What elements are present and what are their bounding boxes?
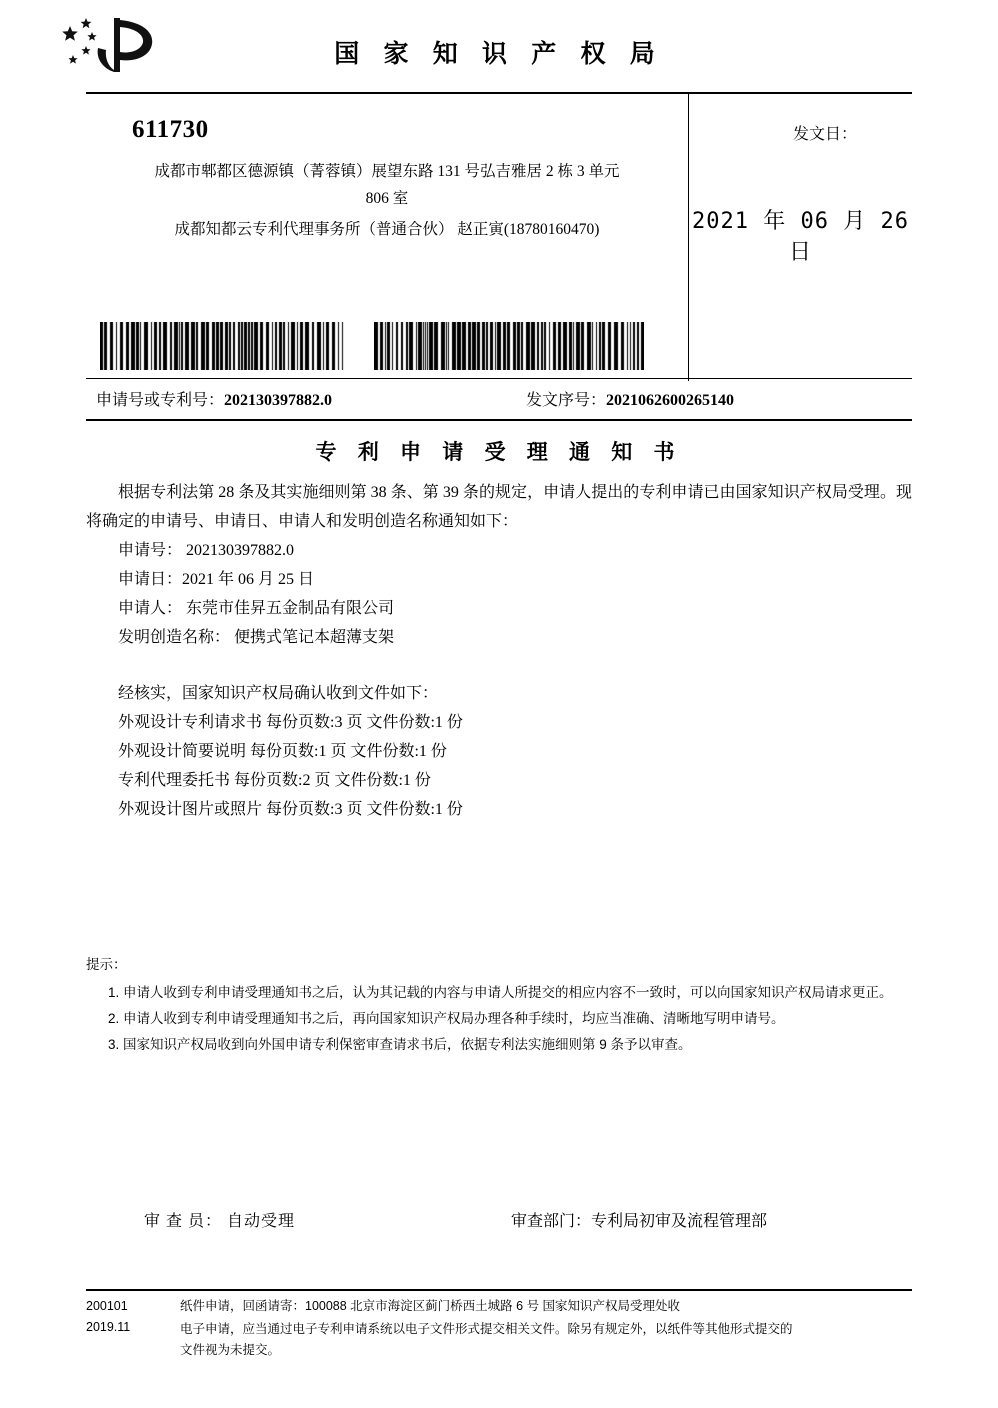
notice-title: 专 利 申 请 受 理 通 知 书 [315, 440, 683, 464]
issue-date-block [689, 94, 912, 381]
field-application-date: 申请日：2021 年 06 月 25 日 [118, 571, 315, 588]
application-number-label: 申请号或专利号： [96, 392, 225, 409]
footer-line-1: 纸件申请，回函请寄：100088 北京市海淀区蓟门桥西土城路 6 号 国家知识产权局受理处收 [180, 1299, 681, 1313]
department-value: 专利局初审及流程管理部 [591, 1213, 768, 1230]
serial-number [526, 387, 734, 410]
document-item: 外观设计图片或照片 每份页数:3 页 文件份数:1 份 [118, 801, 463, 818]
notice-body [86, 478, 912, 824]
issue-date-label: 发文日： [793, 126, 858, 143]
serial-number-value: 2021062600265140 [606, 392, 735, 409]
footer-text [180, 1296, 920, 1361]
barcode-icon [100, 322, 344, 370]
page-title: 国 家 知 识 产 权 局 [334, 41, 664, 68]
recipient-address-line-1: 成都市郫都区德源镇（菁蓉镇）展望东路 131 号弘吉雅居 2 栋 3 单元 [154, 163, 620, 180]
footer-code-1: 200101 [86, 1299, 128, 1313]
footer-line-2: 电子申请，应当通过电子专利申请系统以电子文件形式提交相关文件。除另有规定外，以纸件等其他形式提交的 [180, 1322, 793, 1336]
issue-date-value: 2021 年 06 月 26 日 [692, 209, 909, 265]
notice-paragraph: 根据专利法第 28 条及其实施细则第 38 条、第 39 条的规定，申请人提出的专利申请已由国家知识产权局受理。现将确定的申请号、申请日、申请人和发明创造名称通知如下： [86, 484, 912, 530]
note-item: 2. 申请人收到专利申请受理通知书之后，再向国家知识产权局办理各种手续时，均应当准确、清晰地写明申请号。 [108, 1011, 785, 1026]
examiner-field [144, 1208, 295, 1231]
numbers-row [86, 379, 912, 421]
recipient-agent-line: 成都知都云专利代理事务所（普通合伙） 赵正寅(18780160470) [174, 221, 600, 238]
documents-heading: 经核实，国家知识产权局确认收到文件如下： [118, 685, 439, 702]
field-application-number: 申请号： 202130397882.0 [118, 542, 295, 559]
serial-number-label: 发文序号： [526, 392, 607, 409]
footer-code-2: 2019.11 [86, 1320, 131, 1334]
examiner-label: 审 查 员： [144, 1213, 223, 1230]
note-item: 3. 国家知识产权局收到向外国申请专利保密审查请求书后，依据专利法实施细则第 9 条予以审查。 [108, 1037, 692, 1052]
recipient-box [86, 92, 912, 379]
department-field [511, 1208, 767, 1231]
note-item: 1. 申请人收到专利申请受理通知书之后，认为其记载的内容与申请人所提交的相应内容不一致时，可以向国家知识产权局请求更正。 [108, 985, 893, 1000]
spacer [86, 652, 912, 679]
footer-divider [86, 1289, 912, 1291]
recipient-block [86, 94, 688, 243]
recipient-address-line-2: 806 室 [365, 190, 409, 207]
field-invention-title: 发明创造名称： 便携式笔记本超薄支架 [118, 629, 395, 646]
document-item: 外观设计简要说明 每份页数:1 页 文件份数:1 份 [118, 743, 447, 760]
barcode-icon [374, 322, 644, 370]
registration-number: 611730 [132, 116, 209, 143]
footer-line-3: 文件视为未提交。 [180, 1343, 281, 1357]
examiner-value: 自动受理 [227, 1213, 296, 1230]
application-number-value: 202130397882.0 [224, 392, 333, 409]
field-applicant: 申请人： 东莞市佳昇五金制品有限公司 [118, 600, 395, 617]
department-label: 审查部门： [511, 1213, 592, 1230]
document-item: 专利代理委托书 每份页数:2 页 文件份数:1 份 [118, 772, 431, 789]
notes-section [86, 952, 912, 1058]
document-item: 外观设计专利请求书 每份页数:3 页 文件份数:1 份 [118, 714, 463, 731]
document-header [0, 0, 998, 92]
footer-codes [86, 1296, 174, 1338]
notes-heading: 提示： [86, 957, 127, 972]
application-number [96, 387, 332, 410]
